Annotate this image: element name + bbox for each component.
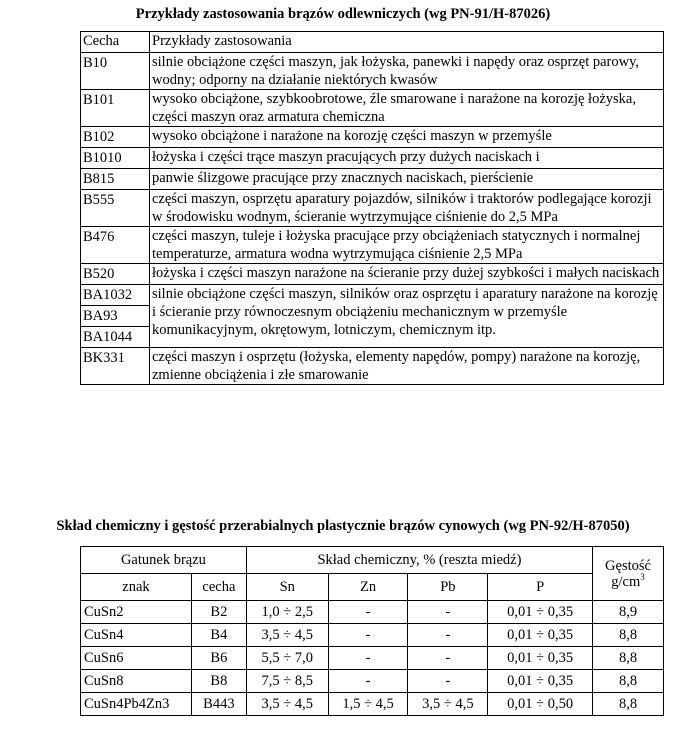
cecha-cell <box>81 90 150 127</box>
table-row <box>81 127 664 148</box>
znak-cell: CuSn4Pb4Zn3 <box>81 693 192 716</box>
cecha-code: B1010 <box>83 150 122 166</box>
table-row <box>81 190 664 227</box>
table-row <box>81 670 664 693</box>
cecha-code: B555 <box>83 192 115 208</box>
table-row <box>81 148 664 169</box>
application-text: łożyska i części maszyn narażone na ścieranie przy dużej szybkości i małych naciskach <box>150 264 664 285</box>
header-sn: Sn <box>246 574 328 601</box>
znak-cell: CuSn4 <box>81 624 192 647</box>
composition-table <box>80 546 664 716</box>
cecha-code: B101 <box>83 92 115 108</box>
sn-cell: 1,0 ÷ 2,5 <box>246 601 328 624</box>
gestosc-cell: 8,8 <box>593 670 664 693</box>
p-cell: 0,01 ÷ 0,35 <box>488 647 593 670</box>
cecha-cell: B4 <box>191 624 246 647</box>
application-text: silnie obciążone części maszyn, jak łożyska, panewki i napędy oraz osprzęt parowy, wodny; odporny na działanie niektórych kwasów <box>150 53 664 90</box>
cecha-cell <box>81 190 150 227</box>
cecha-code: B520 <box>83 266 115 282</box>
table-row <box>81 693 664 716</box>
p-cell: 0,01 ÷ 0,35 <box>488 601 593 624</box>
header-sklad: Skład chemiczny, % (reszta miedź) <box>246 547 592 574</box>
header-gestosc <box>593 547 664 601</box>
header-przyklady: Przykłady zastosowania <box>150 32 664 53</box>
p-cell: 0,01 ÷ 0,50 <box>488 693 593 716</box>
application-text: części maszyn, tuleje i łożyska pracujące przy obciążeniach statycznych i normalnej temperaturze, armatura wodna wytrzymująca ciśnienie 2,5 MPa <box>150 227 664 264</box>
header-cecha: Cecha <box>81 32 150 53</box>
header-gatunek: Gatunek brązu <box>81 547 247 574</box>
gestosc-cell: 8,8 <box>593 647 664 670</box>
gestosc-cell: 8,8 <box>593 624 664 647</box>
table-header-row <box>81 547 664 574</box>
table-row <box>81 264 664 285</box>
cecha-cell <box>81 348 150 385</box>
zn-cell: - <box>328 647 408 670</box>
table-row <box>81 624 664 647</box>
gestosc-unit: g/cm <box>611 573 641 590</box>
cecha-code: B815 <box>83 171 115 187</box>
pb-cell: 3,5 ÷ 4,5 <box>408 693 488 716</box>
table2-title: Skład chemiczny i gęstość przerabialnych plastycznie brązów cynowych (wg PN-92/H-87050) <box>56 518 630 534</box>
cecha-cell: B2 <box>191 601 246 624</box>
application-text: części maszyn i osprzętu (łożyska, elementy napędów, pompy) narażone na korozję, zmienne obciążenia i złe smarowanie <box>150 348 664 385</box>
cecha-cell <box>81 148 150 169</box>
cecha-cell <box>81 285 150 348</box>
header-p: P <box>488 574 593 601</box>
application-text: części maszyn, osprzętu aparatury pojazdów, silników i traktorów podlegające korozji w środowisku wodnym, ścieranie wytrzymujące ciśnienie do 2,5 MPa <box>150 190 664 227</box>
table-row <box>81 90 664 127</box>
cecha-cell: B443 <box>191 693 246 716</box>
header-zn: Zn <box>328 574 408 601</box>
application-text: silnie obciążone części maszyn, silników oraz osprzętu i aparatury narażone na korozję i ścieranie przy równoczesnym obciążeniu mechanicznym w przemyśle komunikacyjnym, okrętowym, lotniczym, chemicznym itp. <box>150 285 664 348</box>
zn-cell: - <box>328 601 408 624</box>
table-header-row <box>81 32 664 53</box>
zn-cell: - <box>328 670 408 693</box>
cecha-code: BA1032 <box>83 287 133 303</box>
application-text: wysoko obciążone, szybkoobrotowe, źle smarowane i narażone na korozję łożyska, części maszyn oraz armatura chemiczna <box>150 90 664 127</box>
cecha-cell <box>81 227 150 264</box>
header-pb: Pb <box>408 574 488 601</box>
application-text: łożyska i części trące maszyn pracujących przy dużych naciskach i <box>150 148 664 169</box>
table-row <box>81 285 664 348</box>
gestosc-cell: 8,9 <box>593 601 664 624</box>
zn-cell: - <box>328 624 408 647</box>
cecha-cell <box>81 53 150 90</box>
sn-cell: 5,5 ÷ 7,0 <box>246 647 328 670</box>
table-row <box>81 601 664 624</box>
table-row <box>81 227 664 264</box>
applications-table <box>80 31 664 385</box>
znak-cell: CuSn8 <box>81 670 192 693</box>
applications-table-body <box>81 53 664 385</box>
pb-cell: - <box>408 601 488 624</box>
table-row <box>81 647 664 670</box>
sn-cell: 3,5 ÷ 4,5 <box>246 693 328 716</box>
gestosc-unit-exponent: 3 <box>640 571 645 582</box>
p-cell: 0,01 ÷ 0,35 <box>488 624 593 647</box>
sn-cell: 7,5 ÷ 8,5 <box>246 670 328 693</box>
cecha-code: BK331 <box>83 350 125 366</box>
pb-cell: - <box>408 670 488 693</box>
cecha-cell <box>81 127 150 148</box>
cecha-code: BA93 <box>81 305 149 326</box>
zn-cell: 1,5 ÷ 4,5 <box>328 693 408 716</box>
table-subheader-row <box>81 574 664 601</box>
composition-table-body <box>81 601 664 716</box>
table1-title: Przykłady zastosowania brązów odlewniczych (wg PN-91/H-87026) <box>135 6 551 22</box>
gestosc-cell: 8,8 <box>593 693 664 716</box>
gestosc-label: Gęstość <box>605 557 651 574</box>
cecha-cell: B8 <box>191 670 246 693</box>
sn-cell: 3,5 ÷ 4,5 <box>246 624 328 647</box>
application-text: panwie ślizgowe pracujące przy znacznych naciskach, pierścienie <box>150 169 664 190</box>
cecha-code: B102 <box>83 129 115 145</box>
cecha-code: B476 <box>83 229 115 245</box>
header-cecha2: cecha <box>191 574 246 601</box>
table-row <box>81 169 664 190</box>
cecha-cell: B6 <box>191 647 246 670</box>
table-row <box>81 53 664 90</box>
znak-cell: CuSn6 <box>81 647 192 670</box>
pb-cell: - <box>408 647 488 670</box>
znak-cell: CuSn2 <box>81 601 192 624</box>
cecha-cell <box>81 169 150 190</box>
cecha-code: BA1044 <box>81 326 149 347</box>
pb-cell: - <box>408 624 488 647</box>
table-row <box>81 348 664 385</box>
header-znak: znak <box>81 574 192 601</box>
p-cell: 0,01 ÷ 0,35 <box>488 670 593 693</box>
cecha-cell <box>81 264 150 285</box>
application-text: wysoko obciążone i narażone na korozję części maszyn w przemyśle <box>150 127 664 148</box>
cecha-code: B10 <box>83 55 108 71</box>
